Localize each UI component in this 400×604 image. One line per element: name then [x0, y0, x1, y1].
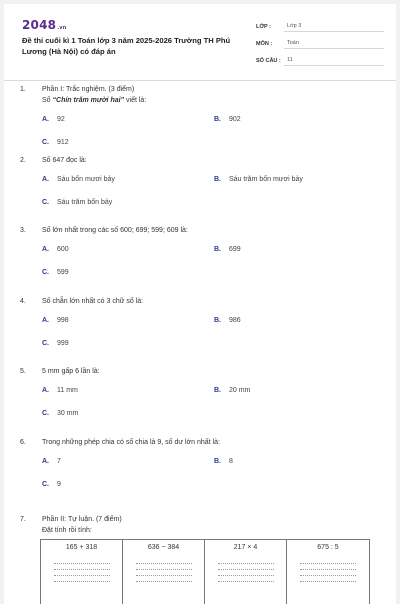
option-c[interactable]: [42, 268, 69, 278]
option-letter: C.: [42, 410, 49, 418]
option-a[interactable]: [42, 457, 61, 467]
meta-label: MÔN :: [256, 41, 273, 47]
option-letter: C.: [42, 139, 49, 146]
option-text: 8: [229, 457, 233, 465]
option-text: 699: [229, 246, 241, 254]
question-line: [20, 156, 87, 166]
answer-line: [300, 575, 356, 576]
option-letter: C.: [42, 198, 49, 206]
option-letter: C.: [42, 269, 49, 277]
answer-line: [218, 563, 274, 564]
question-line: [20, 297, 143, 307]
option-text: 11 mm: [57, 387, 78, 395]
question-number: 1.: [20, 86, 26, 93]
question-number: 4.: [20, 297, 26, 305]
option-text: 986: [229, 316, 241, 324]
answer-line: [136, 575, 192, 576]
question-3: [4, 226, 396, 297]
option-text: 599: [57, 269, 69, 277]
option-letter: A.: [42, 116, 49, 123]
question-title: Số chẵn lớn nhất có 3 chữ số là:: [42, 297, 144, 305]
option-letter: A.: [42, 387, 49, 395]
option-text: Sáu trăm bốn mươi bảy: [229, 175, 303, 183]
answer-line: [136, 569, 192, 570]
calc-expression: 217 × 4: [233, 544, 258, 551]
answer-line: [300, 569, 356, 570]
option-text: 9: [57, 480, 61, 488]
option-letter: B.: [214, 387, 221, 395]
logo-suffix: .vn: [57, 25, 67, 31]
question-line: [20, 85, 134, 95]
question-4: [4, 297, 396, 368]
option-letter: B.: [214, 457, 221, 465]
calc-expression: 675 : 5: [317, 544, 339, 551]
question-line: [20, 438, 220, 448]
answer-line: [54, 563, 110, 564]
option-text: 902: [229, 116, 241, 123]
exam-sheet: [4, 4, 396, 604]
calc-cell[interactable]: [123, 540, 205, 604]
meta-value-subject: Toán: [284, 40, 384, 49]
prompt-suffix: viết là:: [124, 97, 147, 104]
calc-expression: 165 + 318: [65, 544, 98, 551]
option-text: Sáu trăm bốn bảy: [57, 198, 113, 206]
prompt-quote: “Chín trăm mười hai”: [52, 97, 125, 104]
answer-line: [136, 563, 192, 564]
option-c[interactable]: [42, 138, 69, 148]
option-c[interactable]: [42, 480, 61, 490]
option-b[interactable]: [214, 457, 233, 467]
option-text: 7: [57, 457, 61, 465]
answer-line: [136, 581, 192, 582]
calc-cell[interactable]: [205, 540, 287, 604]
option-a[interactable]: [42, 316, 69, 326]
section-instruction: Đặt tính rồi tính:: [42, 527, 92, 534]
option-letter: C.: [42, 480, 49, 488]
answer-line: [218, 581, 274, 582]
option-a[interactable]: [42, 245, 69, 255]
question-1: [4, 85, 396, 156]
answer-line: [218, 575, 274, 576]
option-c[interactable]: [42, 198, 112, 208]
prompt-prefix: Số: [42, 97, 53, 104]
document-meta: [256, 18, 384, 69]
question-number: 3.: [20, 227, 26, 235]
answer-line: [300, 581, 356, 582]
document-title: Đề thi cuối kì 1 Toán lớp 3 năm 2025-2026 Trường TH Phú Lương (Hà Nội) có đáp án: [22, 36, 231, 56]
option-c[interactable]: [42, 339, 69, 349]
option-letter: B.: [214, 316, 221, 324]
option-letter: A.: [42, 175, 49, 183]
option-b[interactable]: [214, 245, 241, 255]
question-list: [4, 85, 396, 509]
answer-line: [300, 563, 356, 564]
answer-line: [54, 569, 110, 570]
option-b[interactable]: [214, 316, 241, 326]
option-c[interactable]: [42, 409, 78, 419]
question-title: Trong những phép chia có số chia là 9, số dư lớn nhất là:: [42, 438, 220, 446]
answer-line: [218, 569, 274, 570]
option-text: 92: [57, 116, 65, 123]
answer-line: [54, 575, 110, 576]
question-line: [20, 226, 188, 236]
calc-expression: 636 − 384: [147, 544, 180, 551]
answer-line: [54, 581, 110, 582]
logo-text: 2048: [22, 18, 57, 32]
meta-label: LỚP :: [256, 24, 271, 30]
question-number: 5.: [20, 368, 26, 376]
option-text: 30 mm: [57, 410, 79, 418]
option-a[interactable]: [42, 175, 115, 185]
option-b[interactable]: [214, 386, 250, 396]
option-b[interactable]: [214, 175, 303, 185]
meta-value-class: Lớp 3: [284, 23, 384, 32]
calculation-table: [40, 539, 370, 604]
question-5: [4, 367, 396, 438]
question-6: [4, 438, 396, 509]
question-line: [20, 367, 100, 377]
option-b[interactable]: [214, 115, 241, 125]
question-title: 5 mm gấp 6 lần là:: [42, 368, 100, 376]
meta-row-class: [256, 18, 384, 32]
question-prompt: [42, 97, 146, 104]
header-divider: [4, 80, 396, 81]
section-title: Phần II: Tự luận. (7 điểm): [42, 516, 122, 523]
calc-cell[interactable]: [41, 540, 123, 604]
meta-value-count: 11: [284, 57, 384, 66]
option-text: Sáu bốn mươi bảy: [57, 175, 115, 183]
question-title: Số lớn nhất trong các số 600; 699; 599; 609 là:: [42, 227, 188, 235]
meta-row-subject: [256, 35, 384, 49]
option-letter: B.: [214, 246, 221, 254]
question-title: Số 647 đọc là:: [42, 156, 87, 164]
meta-label: SỐ CÂU :: [256, 58, 281, 64]
question-number: 7.: [20, 516, 26, 523]
question-line: [20, 515, 122, 525]
option-letter: A.: [42, 316, 49, 324]
document-header: [4, 4, 396, 76]
question-2: [4, 156, 396, 227]
option-letter: A.: [42, 246, 49, 254]
option-letter: B.: [214, 116, 221, 123]
question-title: Phần I: Trắc nghiệm. (3 điểm): [42, 86, 135, 93]
option-text: 998: [57, 316, 69, 324]
question-number: 2.: [20, 156, 26, 164]
option-letter: C.: [42, 339, 49, 347]
option-a[interactable]: [42, 386, 78, 396]
question-number: 6.: [20, 438, 26, 446]
option-text: 20 mm: [229, 387, 251, 395]
option-a[interactable]: [42, 115, 65, 125]
calc-cell[interactable]: [287, 540, 369, 604]
option-text: 600: [57, 246, 69, 254]
option-letter: B.: [214, 175, 221, 183]
option-text: 912: [57, 139, 69, 146]
option-letter: A.: [42, 457, 49, 465]
option-text: 999: [57, 339, 69, 347]
meta-row-count: [256, 52, 384, 66]
